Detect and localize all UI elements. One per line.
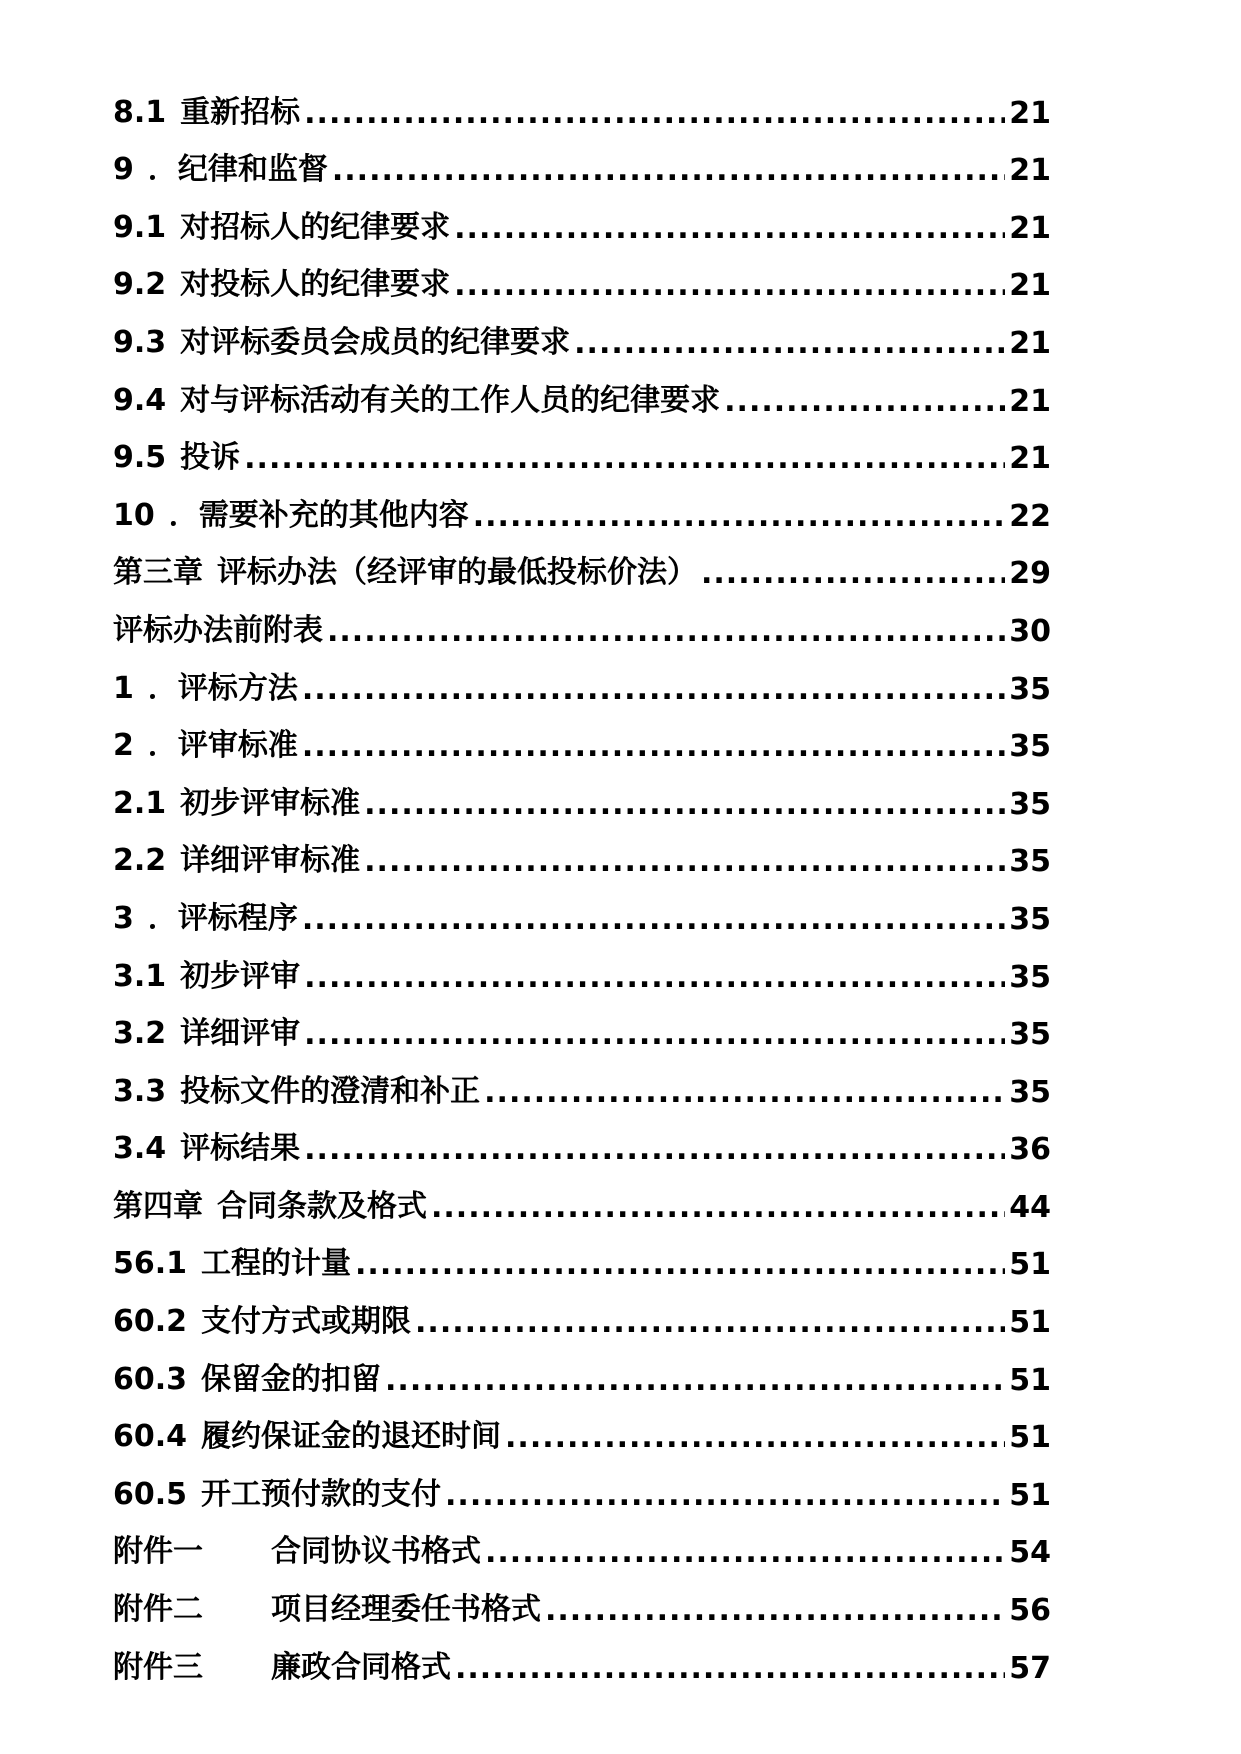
- dot-leader: [304, 96, 1005, 131]
- entry-text: ．需要补充的其他内容: [168, 497, 469, 533]
- entry-number: 60.2: [113, 1304, 188, 1340]
- entry-text: 支付方式或期限: [201, 1304, 412, 1340]
- dot-leader: [302, 902, 1005, 937]
- toc-entry[interactable]: [113, 1398, 1051, 1456]
- toc-entry[interactable]: [113, 995, 1051, 1053]
- page-number: 21: [1009, 441, 1051, 477]
- entry-title: [113, 1411, 501, 1455]
- entry-number: 3: [113, 900, 134, 936]
- page-number: 35: [1009, 959, 1051, 995]
- page-number: 51: [1009, 1362, 1051, 1398]
- page-number: 22: [1009, 498, 1051, 534]
- entry-title: [113, 1123, 300, 1167]
- page-number: 35: [1009, 1074, 1051, 1110]
- entry-text: 对投标人的纪律要求: [180, 267, 451, 303]
- dot-leader: [445, 1478, 1005, 1513]
- entry-number: 3.3: [113, 1073, 167, 1109]
- toc-entry[interactable]: [113, 937, 1051, 995]
- entry-title: [113, 375, 720, 419]
- dot-leader: [304, 1017, 1005, 1052]
- entry-number: 9.3: [113, 324, 167, 360]
- page-number: 44: [1009, 1189, 1051, 1225]
- entry-number: 1: [113, 670, 134, 706]
- entry-title: [113, 1469, 441, 1513]
- entry-number: 2.2: [113, 843, 167, 879]
- dot-leader: [327, 614, 1005, 649]
- entry-number: 3.2: [113, 1016, 167, 1052]
- entry-text: ．评标程序: [147, 900, 298, 936]
- page-number: 29: [1009, 556, 1051, 592]
- toc-entry[interactable]: [113, 591, 1051, 649]
- entry-title: [113, 144, 328, 188]
- page-number: 35: [1009, 786, 1051, 822]
- toc-entry[interactable]: [113, 188, 1051, 246]
- toc-entry[interactable]: [113, 361, 1051, 419]
- entry-text: 投标文件的澄清和补正: [180, 1073, 481, 1109]
- entry-title: [113, 432, 240, 476]
- dot-leader: [455, 1651, 1005, 1686]
- entry-text: 合同协议书格式: [271, 1534, 481, 1570]
- toc-entry[interactable]: [113, 303, 1051, 361]
- entry-text: 对评标委员会成员的纪律要求: [180, 324, 571, 360]
- entry-number: 9.4: [113, 382, 167, 418]
- entry-text: 初步评审标准: [180, 785, 361, 821]
- entry-text: 对与评标活动有关的工作人员的纪律要求: [180, 382, 721, 418]
- toc-entry-chapter[interactable]: [113, 1167, 1051, 1225]
- table-of-contents: [113, 73, 1051, 1686]
- entry-number: 2.1: [113, 785, 167, 821]
- entry-text: 详细评审: [180, 1016, 301, 1052]
- toc-entry[interactable]: [113, 246, 1051, 304]
- entry-title: [113, 1296, 411, 1340]
- toc-entry[interactable]: [113, 1282, 1051, 1340]
- page-number: 35: [1009, 729, 1051, 765]
- entry-title: [113, 778, 360, 822]
- entry-title: [113, 1238, 351, 1282]
- dot-leader: [701, 556, 1005, 591]
- page-number: 51: [1009, 1305, 1051, 1341]
- entry-text: 详细评审标准: [180, 843, 361, 879]
- entry-text: 保留金的扣留: [201, 1361, 382, 1397]
- dot-leader: [385, 1363, 1005, 1398]
- entry-number: 3.4: [113, 1131, 167, 1167]
- entry-text: ．评标方法: [147, 670, 298, 706]
- entry-number: 第三章: [113, 555, 203, 591]
- page-number: 35: [1009, 1017, 1051, 1053]
- toc-entry[interactable]: [113, 476, 1051, 534]
- dot-leader: [302, 672, 1005, 707]
- dot-leader: [364, 787, 1005, 822]
- toc-entry[interactable]: [113, 764, 1051, 822]
- dot-leader: [244, 441, 1005, 476]
- dot-leader: [364, 844, 1005, 879]
- entry-text: 评标办法前附表: [113, 612, 323, 648]
- dot-leader: [485, 1535, 1005, 1570]
- toc-entry-appendix[interactable]: [113, 1570, 1051, 1628]
- page-number: 21: [1009, 383, 1051, 419]
- entry-title: [113, 259, 450, 303]
- dot-leader: [724, 384, 1005, 419]
- entry-number: 第四章: [113, 1188, 203, 1224]
- page-number: 51: [1009, 1420, 1051, 1456]
- dot-leader: [473, 499, 1006, 534]
- entry-title: [113, 835, 360, 879]
- entry-text: 开工预付款的支付: [201, 1476, 442, 1512]
- entry-title: [113, 1008, 300, 1052]
- entry-text: 评标办法（经评审的最低投标价法）: [217, 555, 697, 591]
- entry-title: [113, 1642, 451, 1686]
- entry-number: 60.5: [113, 1476, 188, 1512]
- entry-text: 廉政合同格式: [271, 1649, 451, 1685]
- page-number: 21: [1009, 268, 1051, 304]
- toc-entry[interactable]: [113, 1110, 1051, 1168]
- page-number: 36: [1009, 1132, 1051, 1168]
- entry-number: 附件三: [113, 1649, 203, 1685]
- toc-entry[interactable]: [113, 419, 1051, 477]
- dot-leader: [304, 960, 1005, 995]
- entry-title: [113, 317, 570, 361]
- toc-entry[interactable]: [113, 879, 1051, 937]
- toc-entry[interactable]: [113, 707, 1051, 765]
- entry-title: [113, 720, 298, 764]
- dot-leader: [332, 153, 1005, 188]
- entry-title: [113, 605, 323, 649]
- entry-text: 项目经理委任书格式: [271, 1592, 541, 1628]
- toc-entry[interactable]: [113, 649, 1051, 707]
- entry-number: 60.3: [113, 1361, 188, 1397]
- dot-leader: [431, 1190, 1005, 1225]
- toc-entry-appendix[interactable]: [113, 1513, 1051, 1571]
- entry-title: [113, 490, 469, 534]
- entry-title: [113, 87, 300, 131]
- entry-text: 履约保证金的退还时间: [201, 1419, 502, 1455]
- page-number: 56: [1009, 1593, 1051, 1629]
- entry-number: 10: [113, 497, 155, 533]
- dot-leader: [302, 729, 1005, 764]
- entry-number: 56.1: [113, 1246, 188, 1282]
- toc-entry[interactable]: [113, 1225, 1051, 1283]
- entry-text: 投诉: [180, 440, 241, 476]
- entry-title: [113, 951, 300, 995]
- page-number: 21: [1009, 95, 1051, 131]
- toc-entry-chapter[interactable]: [113, 534, 1051, 592]
- toc-entry[interactable]: [113, 1455, 1051, 1513]
- entry-number: 9: [113, 152, 134, 188]
- entry-text: 对招标人的纪律要求: [180, 209, 451, 245]
- entry-title: [113, 547, 697, 591]
- entry-text: 合同条款及格式: [217, 1188, 427, 1224]
- dot-leader: [454, 268, 1005, 303]
- entry-title: [113, 1526, 481, 1570]
- entry-text: 工程的计量: [201, 1246, 352, 1282]
- entry-title: [113, 1181, 427, 1225]
- toc-entry[interactable]: [113, 131, 1051, 189]
- entry-title: [113, 1584, 541, 1628]
- entry-text: 评标结果: [180, 1131, 301, 1167]
- entry-title: [113, 893, 298, 937]
- entry-number: 9.5: [113, 440, 167, 476]
- toc-entry[interactable]: [113, 822, 1051, 880]
- entry-title: [113, 202, 450, 246]
- page-number: 21: [1009, 325, 1051, 361]
- dot-leader: [574, 326, 1005, 361]
- entry-number: 60.4: [113, 1419, 188, 1455]
- entry-number: 附件二: [113, 1592, 203, 1628]
- entry-number: 2: [113, 728, 134, 764]
- dot-leader: [484, 1075, 1005, 1110]
- dot-leader: [415, 1305, 1005, 1340]
- entry-number: 8.1: [113, 94, 167, 130]
- entry-title: [113, 663, 298, 707]
- dot-leader: [545, 1593, 1005, 1628]
- entry-number: 附件一: [113, 1534, 203, 1570]
- entry-title: [113, 1066, 480, 1110]
- page-number: 35: [1009, 844, 1051, 880]
- toc-entry-appendix[interactable]: [113, 1628, 1051, 1686]
- page-number: 35: [1009, 671, 1051, 707]
- toc-entry[interactable]: [113, 1340, 1051, 1398]
- entry-text: ．评审标准: [147, 728, 298, 764]
- dot-leader: [454, 211, 1005, 246]
- toc-entry[interactable]: [113, 1052, 1051, 1110]
- entry-title: [113, 1354, 381, 1398]
- page-number: 30: [1009, 613, 1051, 649]
- toc-entry[interactable]: [113, 73, 1051, 131]
- page-number: 35: [1009, 901, 1051, 937]
- entry-number: 9.1: [113, 209, 167, 245]
- page-number: 21: [1009, 153, 1051, 189]
- entry-text: 初步评审: [180, 958, 301, 994]
- page-number: 51: [1009, 1477, 1051, 1513]
- entry-text: ．纪律和监督: [147, 152, 328, 188]
- dot-leader: [505, 1420, 1005, 1455]
- dot-leader: [355, 1247, 1005, 1282]
- page-number: 57: [1009, 1650, 1051, 1686]
- page-number: 51: [1009, 1247, 1051, 1283]
- entry-number: 9.2: [113, 267, 167, 303]
- page-number: 54: [1009, 1535, 1051, 1571]
- entry-text: 重新招标: [180, 94, 301, 130]
- dot-leader: [304, 1132, 1005, 1167]
- entry-number: 3.1: [113, 958, 167, 994]
- page-number: 21: [1009, 210, 1051, 246]
